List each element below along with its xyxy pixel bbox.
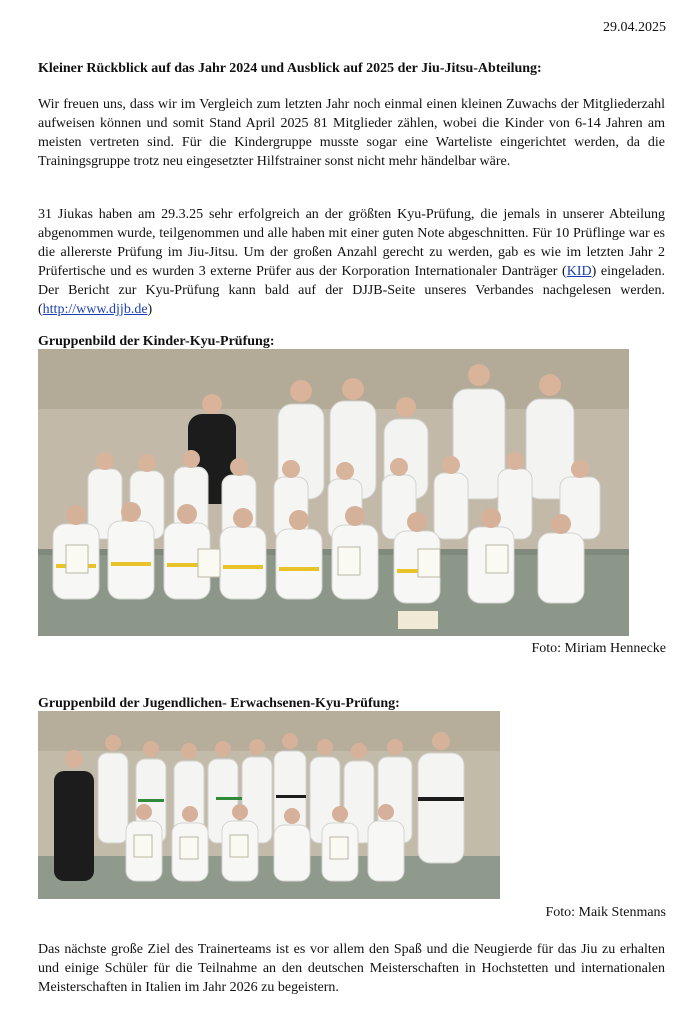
photo-adult-group xyxy=(38,711,500,899)
kid-link[interactable]: KID xyxy=(566,264,592,279)
photo1-credit: Foto: Miriam Hennecke xyxy=(531,641,666,656)
paragraph-outlook: Das nächste große Ziel des Trainerteams ist es vor allem den Spaß und die Neugierde für das Jiu zu erhalten und einige Schüler für die Teilnahme an den deutschen Meisterschaften in Hochstetten und internationalen Meisterschaften in Italien im Jahr 2026 zu begeistern. xyxy=(38,942,665,995)
photo2-credit: Foto: Maik Stenmans xyxy=(545,905,666,920)
photo1-caption: Gruppenbild der Kinder-Kyu-Prüfung: xyxy=(38,334,275,349)
adult-group-photo-illustration xyxy=(38,711,500,899)
paragraph-exam-text-1: 31 Jiukas haben am 29.3.25 sehr erfolgreich an der größten Kyu-Prüfung, die jemals in unserer Abteilung abgenommen wurde, teilgenommen und alle haben mit einer guten Note abgeschnitten. Für 10 Prüflinge war es die allererste Prüfung im Jiu-Jitsu. Um der großen Anzahl gerecht zu werden, gab es wie im letzten Jahr 2 Prüfertische und es wurden 3 externe Prüfer aus der Korporation Internationaler Danträger ( xyxy=(38,207,665,279)
paragraph-membership: Wir freuen uns, dass wir im Vergleich zum letzten Jahr noch einmal einen kleinen Zuwachs der Mitgliederzahl aufweisen können und somit Stand April 2025 81 Mitglieder zählen, wobei die Kinder von 6-14 Jahren am meisten vertreten sind. Für die Kindergruppe musste sogar eine Warteliste eingerichtet werden, da die Trainingsgruppe trotz neu eingesetzter Hilfstrainer sonst nicht mehr händelbar wäre. xyxy=(38,97,665,169)
djjb-link[interactable]: http://www.djjb.de xyxy=(42,302,148,317)
paragraph-exam-text-3: ) xyxy=(147,302,153,317)
photo2-caption: Gruppenbild der Jugendlichen- Erwachsenen-Kyu-Prüfung: xyxy=(38,696,400,711)
paragraph-exam xyxy=(38,205,665,319)
paragraph-exam-text-2: ) eingeladen. Der Bericht zur Kyu-Prüfung kann bald auf der DJJB-Seite unseres Verbandes nachgelesen werden. ( xyxy=(38,264,666,317)
photo-children-group xyxy=(38,349,629,636)
document-title: Kleiner Rückblick auf das Jahr 2024 und Ausblick auf 2025 der Jiu-Jitsu-Abteilung: xyxy=(38,61,542,76)
children-group-photo-illustration xyxy=(38,349,629,636)
document-date: 29.04.2025 xyxy=(603,20,666,35)
